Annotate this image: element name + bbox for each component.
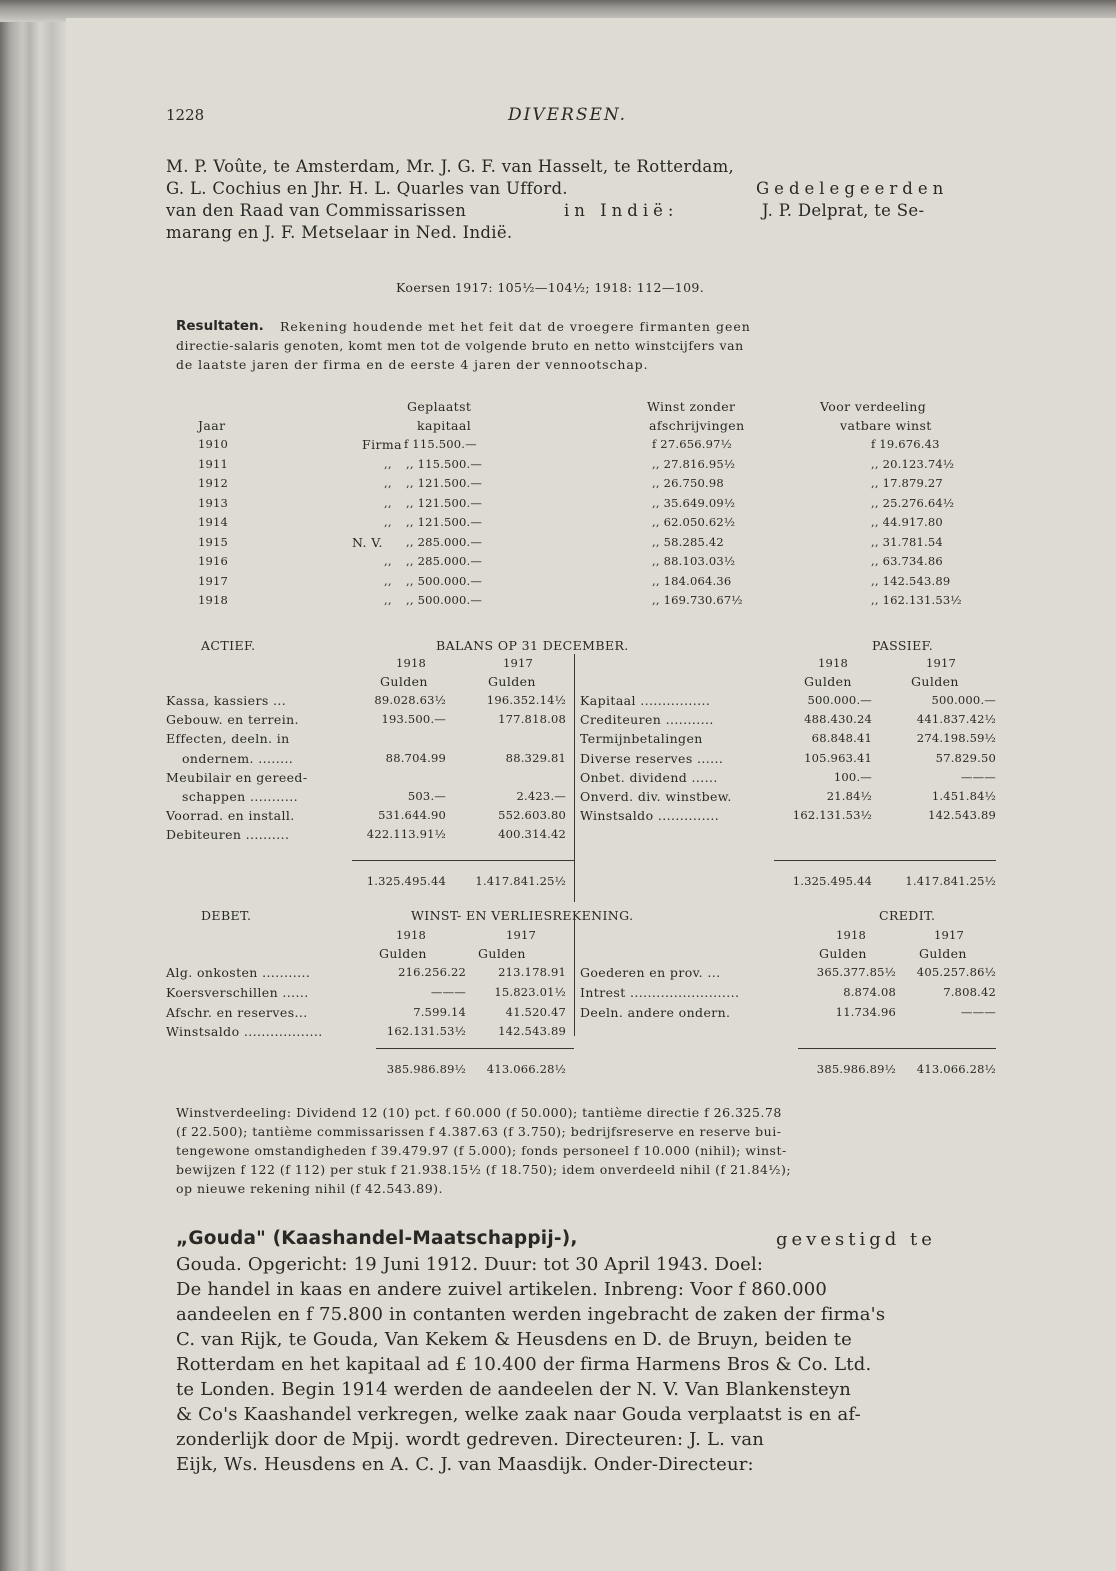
balans-passief-total-a: 1.325.495.44 bbox=[792, 874, 872, 888]
balans-passief-year-a: 1918 bbox=[818, 656, 849, 670]
results-ditto: ,, bbox=[384, 593, 392, 607]
results-ditto: ,, bbox=[384, 495, 392, 510]
balans-passief-1917: 274.198.59½ bbox=[916, 731, 996, 746]
gouda-line-7: te Londen. Begin 1914 werden de aandeelen der N. V. Van Blankensteyn bbox=[176, 1379, 852, 1400]
balans-passief-year-b: 1917 bbox=[926, 656, 957, 670]
winst-debet-label: Alg. onkosten ........... bbox=[166, 965, 311, 980]
results-jaar: 1912 bbox=[198, 476, 229, 490]
winst-debet-unit-a: Gulden bbox=[379, 946, 427, 961]
results-ditto: ,, bbox=[384, 515, 392, 529]
winst-credit-unit-a: Gulden bbox=[819, 946, 867, 961]
balans-passief-1917: 57.829.50 bbox=[935, 750, 996, 765]
passief-label: PASSIEF. bbox=[872, 638, 934, 653]
results-ditto: ,, bbox=[384, 554, 392, 568]
balans-actief-year-b: 1917 bbox=[503, 656, 534, 670]
winst-debet-year-a: 1918 bbox=[396, 928, 427, 942]
results-voor: f 19.676.43 bbox=[871, 437, 940, 451]
balans-actief-1918: 89.028.63½ bbox=[374, 693, 446, 707]
results-voor: ,, 17.879.27 bbox=[871, 476, 943, 490]
winst-debet-label: Winstsaldo .................. bbox=[166, 1024, 323, 1040]
winst-credit-label: Goederen en prov. ... bbox=[580, 965, 721, 980]
gouda-line-1: gevestigd te bbox=[776, 1229, 936, 1250]
results-jaar: 1914 bbox=[198, 515, 229, 529]
winstverdeeling-line-2: (f 22.500); tantième commissarissen f 4.387.63 (f 3.750); bedrijfsreserve en reserve bui- bbox=[176, 1124, 782, 1139]
col-header-winst: Winst zonder bbox=[647, 399, 736, 414]
gouda-line-5: C. van Rijk, te Gouda, Van Kekem & Heusdens en D. de Bruyn, beiden te bbox=[176, 1329, 852, 1350]
gouda-line-6: Rotterdam en het kapitaal ad £ 10.400 der firma Harmens Bros & Co. Ltd. bbox=[176, 1354, 872, 1375]
gouda-title: „Gouda" (Kaashandel-Maatschappij-), bbox=[176, 1228, 578, 1249]
winst-credit-1918: 8.874.08 bbox=[843, 984, 896, 999]
balans-passief-label: Diverse reserves ...... bbox=[580, 750, 724, 766]
balans-passief-total-b: 1.417.841.25½ bbox=[905, 874, 996, 888]
results-winst: ,, 58.285.42 bbox=[652, 534, 724, 549]
balans-actief-unit-b: Gulden bbox=[488, 674, 536, 689]
results-kapitaal: ,, 285.000.— bbox=[406, 554, 483, 568]
gouda-line-4: aandeelen en f 75.800 in contanten werden ingebracht de zaken der firma's bbox=[176, 1304, 886, 1325]
winst-debet-1918: 162.131.53½ bbox=[386, 1024, 466, 1039]
koersen-line: Koersen 1917: 105½—104½; 1918: 112—109. bbox=[396, 280, 705, 295]
results-prefix: N. V. bbox=[352, 534, 383, 550]
results-jaar: 1915 bbox=[198, 534, 229, 549]
balans-actief-1917: 196.352.14½ bbox=[486, 693, 566, 707]
results-kapitaal: ,, 121.500.— bbox=[406, 495, 483, 510]
balans-passief-unit-b: Gulden bbox=[911, 674, 959, 689]
results-voor: ,, 25.276.64½ bbox=[871, 495, 955, 510]
results-winst: ,, 62.050.62½ bbox=[652, 515, 736, 529]
col-header-vatbare: vatbare winst bbox=[840, 418, 932, 433]
resultaten-line-1: Rekening houdende met het feit dat de vroegere firmanten geen bbox=[280, 319, 751, 334]
actief-label: ACTIEF. bbox=[201, 638, 256, 653]
balans-actief-1918: 193.500.— bbox=[381, 712, 446, 727]
balans-actief-1917: 400.314.42 bbox=[498, 827, 566, 842]
balans-passief-label: Termijnbetalingen bbox=[580, 731, 703, 747]
balans-actief-1917: 88.329.81 bbox=[505, 750, 566, 765]
winst-credit-label: Deeln. andere ondern. bbox=[580, 1004, 731, 1020]
balans-actief-unit-a: Gulden bbox=[380, 674, 428, 689]
winst-credit-1918: 11.734.96 bbox=[835, 1004, 896, 1019]
results-kapitaal: ,, 500.000.— bbox=[406, 593, 483, 607]
results-jaar: 1917 bbox=[198, 573, 229, 588]
balans-actief-label: Effecten, deeln. in bbox=[166, 731, 290, 747]
col-header-kapitaal: kapitaal bbox=[417, 418, 472, 433]
col-header-voor: Voor verdeeling bbox=[820, 399, 927, 414]
winst-debet-label: Afschr. en reserves... bbox=[166, 1004, 308, 1020]
intro-line-2: G. L. Cochius en Jhr. H. L. Quarles van Ufford. bbox=[166, 179, 568, 198]
winst-debet-1917: 15.823.01½ bbox=[494, 984, 566, 999]
results-kapitaal: ,, 285.000.— bbox=[406, 534, 483, 549]
winst-credit-label: Intrest ......................... bbox=[580, 984, 740, 1000]
document-page bbox=[66, 18, 1116, 1571]
results-jaar: 1913 bbox=[198, 495, 229, 510]
balans-passief-1918: 100.— bbox=[833, 769, 872, 784]
balans-actief-total-a: 1.325.495.44 bbox=[366, 874, 446, 888]
balans-passief-unit-a: Gulden bbox=[804, 674, 852, 689]
winst-credit-year-b: 1917 bbox=[934, 928, 965, 942]
balans-passief-total-rule bbox=[774, 860, 996, 861]
balans-actief-label: Meubilair en gereed- bbox=[166, 769, 308, 785]
results-kapitaal: ,, 500.000.— bbox=[406, 573, 483, 588]
winst-debet-1918: ——— bbox=[430, 984, 466, 999]
balans-passief-1918: 500.000.— bbox=[807, 693, 872, 707]
balans-actief-1918: 422.113.91½ bbox=[366, 827, 446, 842]
winst-debet-total-rule bbox=[376, 1048, 574, 1049]
results-winst: ,, 27.816.95½ bbox=[652, 456, 736, 471]
balans-divider bbox=[574, 654, 575, 902]
winst-debet-unit-b: Gulden bbox=[478, 946, 526, 961]
gouda-line-10: Eijk, Ws. Heusdens en A. C. J. van Maasdijk. Onder-Directeur: bbox=[176, 1454, 754, 1475]
balans-passief-1917: 441.837.42½ bbox=[916, 712, 996, 727]
balans-actief-total-b: 1.417.841.25½ bbox=[475, 874, 566, 888]
results-ditto: ,, bbox=[384, 573, 392, 588]
balans-actief-1917: 177.818.08 bbox=[498, 712, 566, 727]
winst-credit-1917: 7.808.42 bbox=[943, 984, 996, 999]
results-voor: ,, 63.734.86 bbox=[871, 554, 943, 568]
results-kapitaal: ,, 121.500.— bbox=[406, 515, 483, 529]
results-voor: ,, 44.917.80 bbox=[871, 515, 943, 529]
balans-passief-1918: 488.430.24 bbox=[804, 712, 872, 727]
winst-credit-1917: ——— bbox=[960, 1004, 996, 1019]
results-jaar: 1918 bbox=[198, 593, 229, 607]
col-header-afschrijvingen: afschrijvingen bbox=[649, 418, 745, 433]
balans-passief-label: Winstsaldo .............. bbox=[580, 808, 720, 824]
winstverdeeling-line-1: Winstverdeeling: Dividend 12 (10) pct. f 60.000 (f 50.000); tantième directie f 26.325.78 bbox=[176, 1105, 782, 1120]
balans-actief-1918: 503.— bbox=[407, 789, 446, 803]
balans-actief-label: schappen ........... bbox=[182, 789, 299, 804]
results-winst: ,, 88.103.03½ bbox=[652, 554, 736, 568]
winst-debet-1917: 213.178.91 bbox=[498, 965, 566, 979]
winst-divider bbox=[574, 912, 575, 1036]
winst-debet-label: Koersverschillen ...... bbox=[166, 984, 309, 1000]
balans-actief-label: Kassa, kassiers ... bbox=[166, 693, 287, 708]
winstverdeeling-line-5: op nieuwe rekening nihil (f 42.543.89). bbox=[176, 1181, 443, 1196]
winstverdeeling-line-3: tengewone omstandigheden f 39.479.97 (f 5.000); fonds personeel f 10.000 (nihil); winst- bbox=[176, 1143, 787, 1158]
balans-passief-1917: 142.543.89 bbox=[928, 808, 996, 823]
winst-credit-total-a: 385.986.89½ bbox=[816, 1062, 896, 1076]
winst-debet-1917: 41.520.47 bbox=[505, 1004, 566, 1019]
winst-debet-1917: 142.543.89 bbox=[498, 1024, 566, 1039]
balans-actief-label: Gebouw. en terrein. bbox=[166, 712, 299, 728]
results-kapitaal: ,, 121.500.— bbox=[406, 476, 483, 490]
winst-debet-1918: 7.599.14 bbox=[413, 1004, 466, 1019]
balans-actief-label: Voorrad. en install. bbox=[166, 808, 295, 824]
results-voor: ,, 142.543.89 bbox=[871, 573, 951, 588]
section-title: DIVERSEN. bbox=[508, 105, 628, 125]
balans-actief-1918: 88.704.99 bbox=[385, 750, 446, 765]
balans-passief-1917: ——— bbox=[960, 769, 996, 784]
results-jaar: 1916 bbox=[198, 554, 229, 568]
balans-passief-1917: 500.000.— bbox=[931, 693, 996, 707]
intro-gedelegeerden: Gedelegeerden bbox=[756, 179, 949, 198]
results-voor: ,, 31.781.54 bbox=[871, 534, 943, 549]
winst-debet-total-b: 413.066.28½ bbox=[486, 1062, 566, 1076]
results-kapitaal: ,, 115.500.— bbox=[406, 456, 483, 471]
page-number: 1228 bbox=[166, 106, 205, 124]
gouda-line-8: & Co's Kaashandel verkregen, welke zaak naar Gouda verplaatst is en af- bbox=[176, 1404, 861, 1425]
winst-debet-1918: 216.256.22 bbox=[398, 965, 466, 979]
balans-actief-total-rule bbox=[352, 860, 574, 861]
results-winst: f 27.656.97½ bbox=[652, 437, 732, 451]
results-jaar: 1911 bbox=[198, 456, 229, 471]
balans-passief-label: Crediteuren ........... bbox=[580, 712, 714, 728]
balans-passief-label: Kapitaal ................ bbox=[580, 693, 711, 708]
balans-passief-1918: 162.131.53½ bbox=[792, 808, 872, 823]
balans-actief-1917: 2.423.— bbox=[516, 789, 566, 803]
intro-line-1: M. P. Voûte, te Amsterdam, Mr. J. G. F. van Hasselt, te Rotterdam, bbox=[166, 157, 735, 176]
intro-in-indie: in Indië: bbox=[564, 201, 679, 220]
gouda-line-3: De handel in kaas en andere zuivel artikelen. Inbreng: Voor f 860.000 bbox=[176, 1279, 828, 1300]
results-ditto: ,, bbox=[384, 456, 392, 471]
credit-label: CREDIT. bbox=[879, 908, 936, 923]
results-prefix: Firma bbox=[362, 437, 402, 452]
results-jaar: 1910 bbox=[198, 437, 229, 451]
results-winst: ,, 26.750.98 bbox=[652, 476, 724, 490]
balans-passief-1918: 105.963.41 bbox=[804, 750, 872, 765]
winst-credit-year-a: 1918 bbox=[836, 928, 867, 942]
balans-actief-1918: 531.644.90 bbox=[378, 808, 446, 823]
winstverdeeling-line-4: bewijzen f 122 (f 112) per stuk f 21.938.15½ (f 18.750); idem onverdeeld nihil (f 21.84½); bbox=[176, 1162, 792, 1177]
balans-passief-1918: 68.848.41 bbox=[811, 731, 872, 746]
col-header-jaar: Jaar bbox=[198, 418, 226, 433]
balans-actief-1917: 552.603.80 bbox=[498, 808, 566, 823]
winst-debet-year-b: 1917 bbox=[506, 928, 537, 942]
winst-credit-1918: 365.377.85½ bbox=[816, 965, 896, 979]
intro-line-3: van den Raad van Commissarissen bbox=[166, 201, 467, 220]
results-kapitaal: f 115.500.— bbox=[404, 437, 477, 451]
balans-passief-label: Onverd. div. winstbew. bbox=[580, 789, 732, 804]
winst-title: WINST- EN VERLIESREKENING. bbox=[411, 908, 634, 923]
balans-title: BALANS OP 31 DECEMBER. bbox=[436, 638, 629, 653]
results-voor: ,, 162.131.53½ bbox=[871, 593, 962, 607]
results-voor: ,, 20.123.74½ bbox=[871, 456, 955, 471]
resultaten-line-3: de laatste jaren der firma en de eerste 4 jaren der vennootschap. bbox=[176, 357, 649, 372]
gouda-line-2: Gouda. Opgericht: 19 Juni 1912. Duur: tot 30 April 1943. Doel: bbox=[176, 1254, 764, 1275]
winst-debet-total-a: 385.986.89½ bbox=[386, 1062, 466, 1076]
winst-credit-unit-b: Gulden bbox=[919, 946, 967, 961]
balans-passief-label: Onbet. dividend ...... bbox=[580, 769, 718, 785]
winst-credit-1917: 405.257.86½ bbox=[916, 965, 996, 979]
balans-actief-label: Debiteuren .......... bbox=[166, 827, 290, 843]
resultaten-line-2: directie-salaris genoten, komt men tot de volgende bruto en netto winstcijfers van bbox=[176, 338, 744, 353]
balans-actief-year-a: 1918 bbox=[396, 656, 427, 670]
results-winst: ,, 184.064.36 bbox=[652, 573, 732, 588]
results-ditto: ,, bbox=[384, 476, 392, 490]
debet-label: DEBET. bbox=[201, 908, 252, 923]
gouda-line-9: zonderlijk door de Mpij. wordt gedreven. Directeuren: J. L. van bbox=[176, 1429, 765, 1450]
winst-credit-total-rule bbox=[798, 1048, 996, 1049]
balans-actief-label: ondernem. ........ bbox=[182, 750, 294, 766]
resultaten-label: Resultaten. bbox=[176, 318, 264, 334]
book-binding bbox=[0, 0, 66, 1571]
col-header-geplaatst: Geplaatst bbox=[407, 399, 472, 414]
winst-credit-total-b: 413.066.28½ bbox=[916, 1062, 996, 1076]
results-winst: ,, 35.649.09½ bbox=[652, 495, 736, 510]
results-winst: ,, 169.730.67½ bbox=[652, 593, 743, 607]
intro-line-4: marang en J. F. Metselaar in Ned. Indië. bbox=[166, 223, 513, 242]
balans-passief-1918: 21.84½ bbox=[826, 789, 872, 803]
balans-passief-1917: 1.451.84½ bbox=[931, 789, 996, 803]
intro-delprat: J. P. Delprat, te Se- bbox=[762, 201, 925, 220]
